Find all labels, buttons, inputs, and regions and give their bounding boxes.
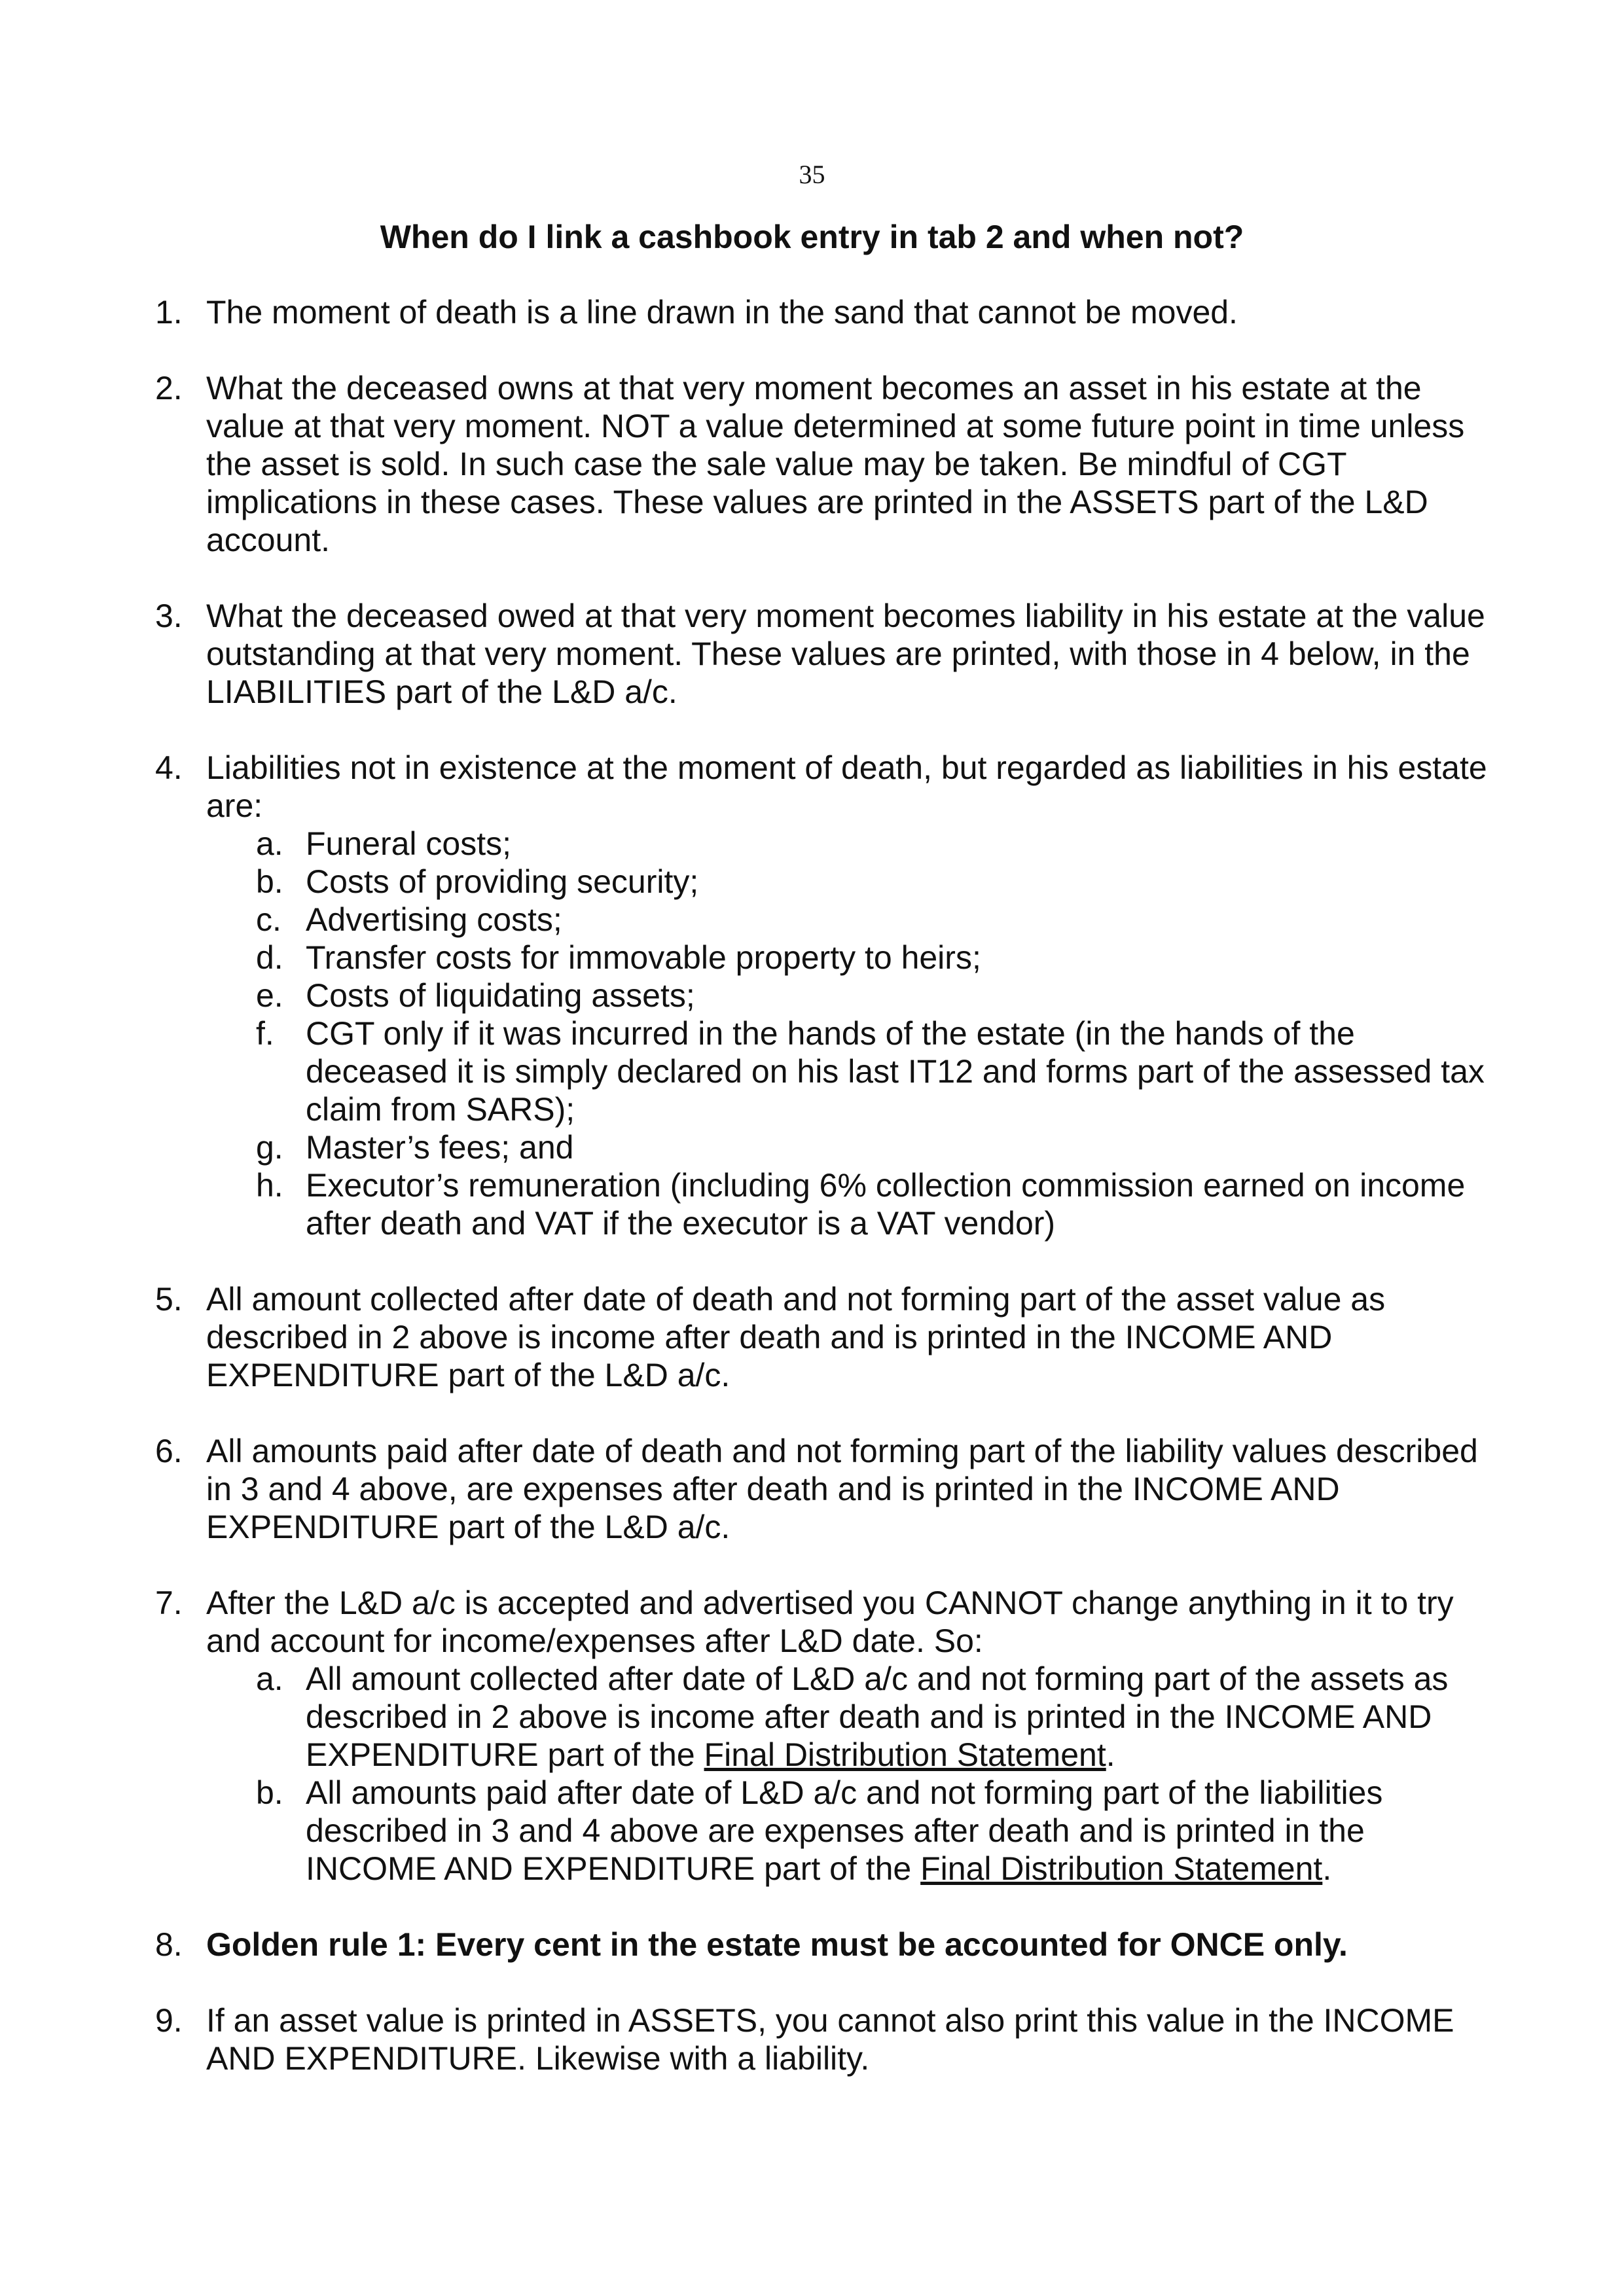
item-text: What the deceased owns at that very moment becomes an asset in his estate at the value at that very moment. NOT a value determined at some future point in time unless the asset is sold. In such case the sale value may be taken. Be mindful of CGT implications in these cases. These values are printed in the ASSETS part of the L&D account. (206, 370, 1465, 558)
sub-item-text: Executor’s remuneration (including 6% collection commission earned on income after death and VAT if the executor is a VAT vendor) (306, 1167, 1466, 1242)
sub-item-c (206, 901, 1504, 939)
sub-item-text (306, 1660, 1448, 1773)
item-number: 7. (155, 1585, 183, 1621)
list-item-3 (155, 597, 1504, 711)
sub-item-letter: c. (256, 901, 281, 938)
final-distribution-statement-ref: Final Distribution Statement (704, 1736, 1106, 1773)
item-number: 8. (155, 1926, 183, 1963)
item-number: 2. (155, 370, 183, 406)
list-item-5 (155, 1280, 1504, 1394)
sub-item-letter: a. (256, 1660, 283, 1697)
sub-item-letter: g. (256, 1129, 283, 1166)
item-text: Liabilities not in existence at the moment of death, but regarded as liabilities in his estate are: (206, 749, 1487, 824)
sub-item-letter: b. (256, 863, 283, 900)
item-number: 1. (155, 294, 183, 331)
sub-item-letter: d. (256, 939, 283, 976)
item-text: All amount collected after date of death and not forming part of the asset value as described in 2 above is income after death and is printed in the INCOME AND EXPENDITURE part of the L&D a/c. (206, 1281, 1386, 1393)
sub-item-b (206, 1774, 1504, 1888)
sub-item-letter: e. (256, 977, 283, 1014)
sub-list (206, 825, 1504, 1242)
page-number: 35 (799, 160, 825, 189)
sub-item-d (206, 939, 1504, 977)
sub-item-h (206, 1166, 1504, 1242)
list-item-7 (155, 1584, 1504, 1888)
golden-rule-text: Golden rule 1: Every cent in the estate must be accounted for ONCE only. (206, 1926, 1348, 1963)
sub-item-text: Master’s fees; and (306, 1129, 574, 1166)
item-number: 3. (155, 598, 183, 634)
list-item-1 (155, 293, 1504, 331)
final-distribution-statement-ref: Final Distribution Statement (920, 1850, 1323, 1887)
list-item-8 (155, 1926, 1504, 1964)
list-item-9 (155, 2001, 1504, 2077)
sub-item-a (206, 1660, 1504, 1774)
sub-item-f (206, 1014, 1504, 1128)
sub-item-text: Advertising costs; (306, 901, 562, 938)
page-heading: When do I link a cashbook entry in tab 2 and when not? (380, 219, 1244, 255)
sub-item-text: Costs of providing security; (306, 863, 699, 900)
item-text: After the L&D a/c is accepted and advertised you CANNOT change anything in it to try and account for income/expenses after L&D date. So: (206, 1585, 1454, 1659)
sub-item-text-start: All amounts paid after date of L&D a/c and not forming part of the liabilities described in 3 and 4 above are expenses after death and is printed in the INCOME AND EXPENDITURE part of the (306, 1774, 1383, 1887)
item-text: All amounts paid after date of death and not forming part of the liability values described in 3 and 4 above, are expenses after death and is printed in the INCOME AND EXPENDITURE part of the L&D a/c. (206, 1433, 1478, 1545)
item-number: 9. (155, 2002, 183, 2039)
sub-item-a (206, 825, 1504, 863)
item-number: 5. (155, 1281, 183, 1318)
item-text: The moment of death is a line drawn in the sand that cannot be moved. (206, 294, 1238, 331)
sub-item-text-start: All amount collected after date of L&D a/c and not forming part of the assets as described in 2 above is income after death and is printed in the INCOME AND EXPENDITURE part of the (306, 1660, 1449, 1773)
sub-item-letter: h. (256, 1167, 283, 1204)
list-item-4 (155, 749, 1504, 1242)
sub-item-letter: a. (256, 825, 283, 862)
sub-item-text: Funeral costs; (306, 825, 512, 862)
sub-item-text: CGT only if it was incurred in the hands of the estate (in the hands of the deceased it is simply declared on his last IT12 and forms part of the assessed tax claim from SARS); (306, 1015, 1485, 1128)
sub-list (206, 1660, 1504, 1888)
sub-item-e (206, 977, 1504, 1014)
sub-item-text: Costs of liquidating assets; (306, 977, 695, 1014)
item-text: If an asset value is printed in ASSETS, you cannot also print this value in the INCOME AND EXPENDITURE. Likewise with a liability. (206, 2002, 1454, 2077)
sub-item-letter: f. (256, 1015, 274, 1052)
sub-item-text (306, 1774, 1382, 1887)
sub-item-text-end: . (1322, 1850, 1332, 1887)
list-item-6 (155, 1432, 1504, 1546)
sub-item-text: Transfer costs for immovable property to heirs; (306, 939, 981, 976)
item-number: 6. (155, 1433, 183, 1469)
list-item-2 (155, 369, 1504, 559)
sub-item-text-end: . (1106, 1736, 1115, 1773)
rules-list (155, 293, 1504, 2115)
sub-item-letter: b. (256, 1774, 283, 1811)
sub-item-b (206, 863, 1504, 901)
item-text: What the deceased owed at that very moment becomes liability in his estate at the value outstanding at that very moment. These values are printed, with those in 4 below, in the LIABILITIES part of the L&D a/c. (206, 598, 1485, 710)
sub-item-g (206, 1128, 1504, 1166)
item-number: 4. (155, 749, 183, 786)
